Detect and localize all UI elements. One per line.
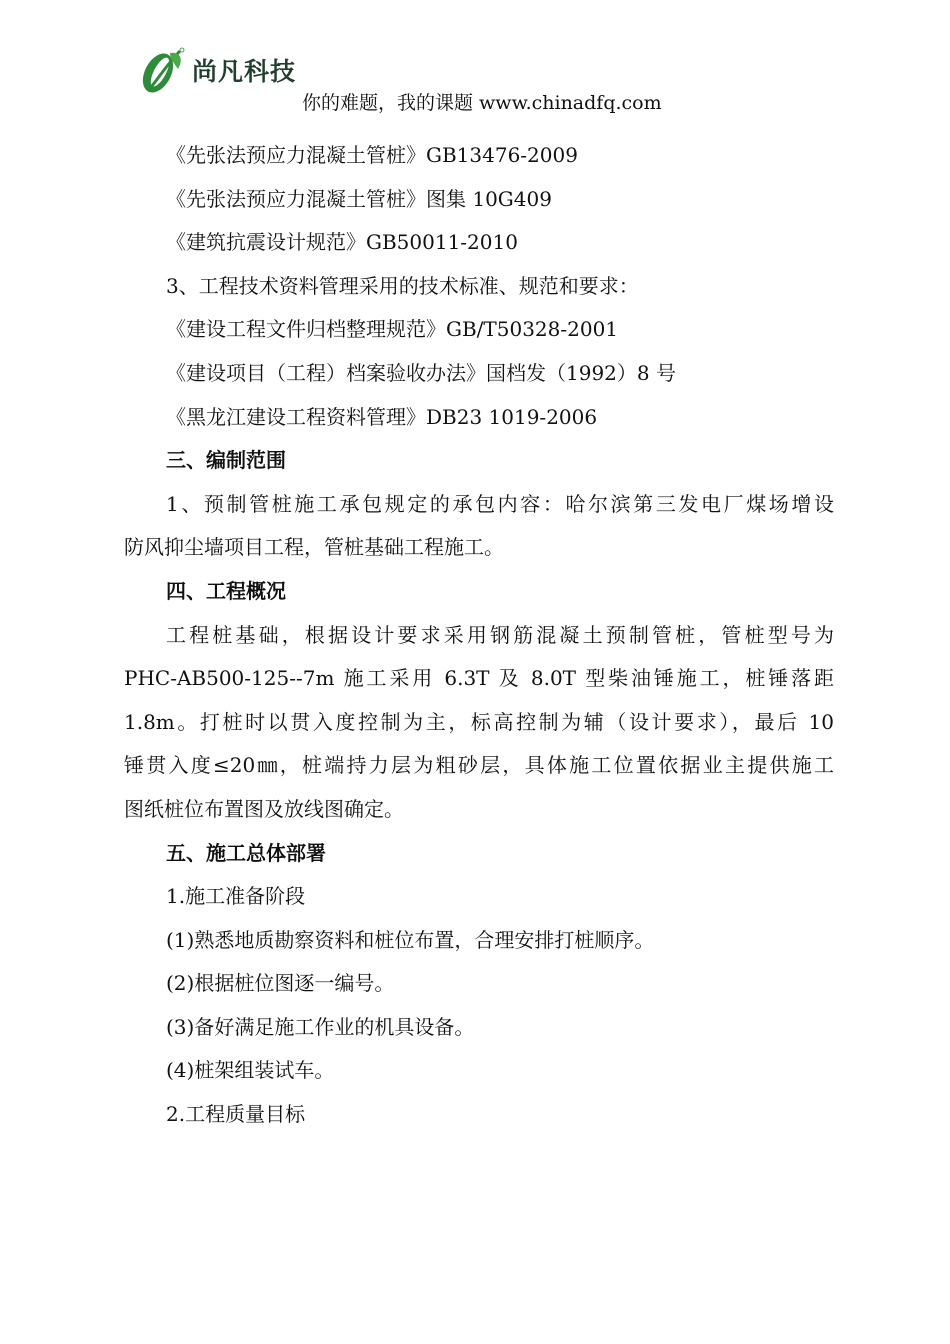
paragraph-line: 锤贯入度≤20㎜，桩端持力层为粗砂层，具体施工位置依据业主提供施工 xyxy=(124,753,834,778)
list-item: (4)桩架组装试车。 xyxy=(166,1058,335,1083)
paragraph-line: 防风抑尘墙项目工程，管桩基础工程施工。 xyxy=(124,535,504,560)
list-item: (2)根据桩位图逐一编号。 xyxy=(166,971,395,996)
company-logo xyxy=(140,44,296,96)
list-item: (1)熟悉地质勘察资料和桩位布置，合理安排打桩顺序。 xyxy=(166,927,655,952)
paragraph-line: 图纸桩位布置图及放线图确定。 xyxy=(124,796,404,821)
page-header xyxy=(140,38,860,118)
section-heading: 四、工程概况 xyxy=(166,578,286,603)
paragraph-line: PHC-AB500-125--7m 施工采用 6.3T 及 8.0T 型柴油锤施工，桩锤落距 xyxy=(124,666,834,691)
subsection-heading: 2.工程质量目标 xyxy=(166,1102,306,1127)
paragraph-line: 工程桩基础，根据设计要求采用钢筋混凝土预制管桩，管桩型号为 xyxy=(166,622,834,647)
standard-line: 《建设工程文件归档整理规范》GB/T50328-2001 xyxy=(166,317,619,342)
standard-line: 《黑龙江建设工程资料管理》DB23 1019-2006 xyxy=(166,404,598,429)
section-heading: 五、施工总体部署 xyxy=(166,840,326,865)
leaf-logo-icon xyxy=(140,45,186,95)
standard-line: 《先张法预应力混凝土管桩》GB13476-2009 xyxy=(166,143,578,167)
document-body xyxy=(124,134,834,1137)
standard-line: 《先张法预应力混凝土管桩》图集 10G409 xyxy=(166,186,552,211)
section-heading: 三、编制范围 xyxy=(166,448,286,473)
standard-line: 《建设项目（工程）档案验收办法》国档发（1992）8 号 xyxy=(166,360,676,385)
standard-line: 《建筑抗震设计规范》GB50011-2010 xyxy=(166,230,518,255)
list-item: (3)备好满足施工作业的机具设备。 xyxy=(166,1014,475,1039)
list-heading: 3、工程技术资料管理采用的技术标准、规范和要求： xyxy=(166,273,639,298)
paragraph-line: 1、预制管桩施工承包规定的承包内容：哈尔滨第三发电厂煤场增设 xyxy=(166,491,834,516)
logo-text: 尚凡科技 xyxy=(192,57,297,86)
subsection-heading: 1.施工准备阶段 xyxy=(166,884,306,909)
paragraph-line: 1.8m。打桩时以贯入度控制为主，标高控制为辅（设计要求），最后 10 xyxy=(124,709,834,734)
tagline: 你的难题，我的课题 www.chinadfq.com xyxy=(302,92,662,114)
